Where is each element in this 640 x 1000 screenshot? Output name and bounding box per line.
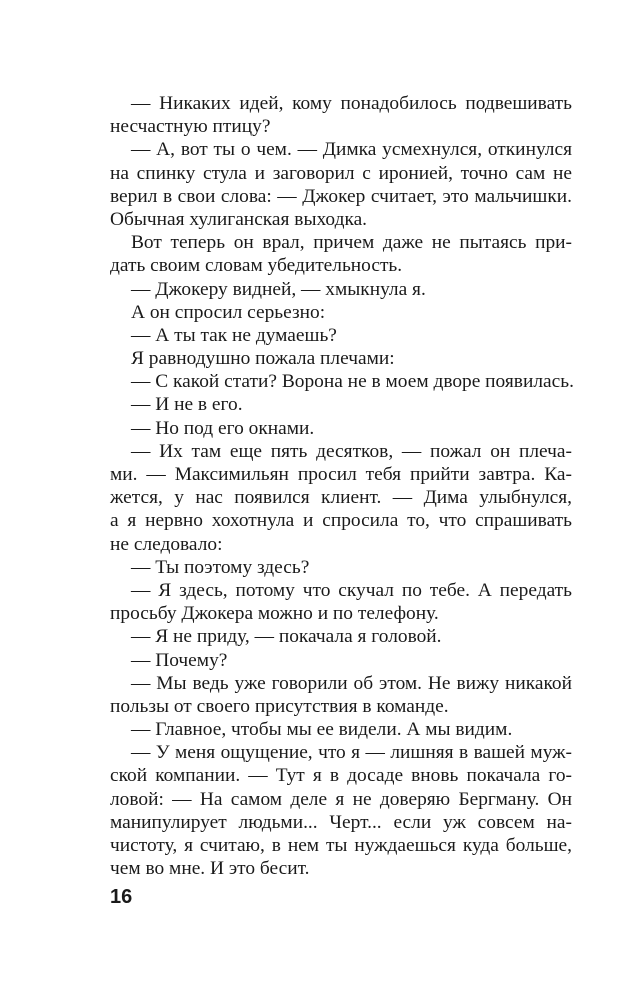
text-line: ловой: — На самом деле я не доверяю Бергману. Он <box>110 788 572 810</box>
text-line: — А, вот ты о чем. — Димка усмехнулся, откинулся <box>131 139 572 161</box>
text-line: не следовало: <box>110 533 223 555</box>
text-line: — С какой стати? Ворона не в моем дворе появилась. <box>131 371 574 393</box>
text-line: — Никаких идей, кому понадобилось подвешивать <box>131 93 572 114</box>
text-line: на спинку стула и заговорил с иронией, точно сам не <box>110 162 572 184</box>
text-line: — У меня ощущение, что я — лишняя в вашей муж- <box>131 742 572 764</box>
text-line: дать своим словам убедительность. <box>110 255 403 277</box>
text-line: — Главное, чтобы мы ее видели. А мы видим. <box>131 719 513 741</box>
text-line: А он спросил серьезно: <box>131 301 326 323</box>
text-line: — Я не приду, — покачала я головой. <box>131 626 442 648</box>
text-line: пользы от своего присутствия в команде. <box>110 695 449 717</box>
text-line: чистоту, я считаю, в нем ты нуждаешься куда больше, <box>110 835 572 856</box>
text-line: несчастную птицу? <box>110 116 271 138</box>
text-line: — Их там еще пять десятков, — пожал он плеча- <box>131 440 572 462</box>
text-line: — Почему? <box>131 649 228 671</box>
text-line: — Ты поэтому здесь? <box>131 556 310 578</box>
text-line: Вот теперь он врал, причем даже не пытаясь при- <box>131 232 572 254</box>
text-line: чем во мне. И это бесит. <box>110 858 310 880</box>
text-line: — Но под его окнами. <box>131 417 315 439</box>
body-text <box>110 92 572 880</box>
text-line: — Я здесь, потому что скучал по тебе. А передать <box>131 579 572 601</box>
text-line: Я равнодушно пожала плечами: <box>131 348 395 370</box>
page-number: 16 <box>110 886 133 908</box>
text-line: а я нервно хохотнула и спросила то, что спрашивать <box>110 510 572 532</box>
text-line: верил в свои слова: — Джокер считает, это мальчишки. <box>110 185 572 207</box>
text-line: — Мы ведь уже говорили об этом. Не вижу никакой <box>131 672 572 694</box>
text-line: ской компании. — Тут я в досаде вновь покачала го- <box>110 765 572 787</box>
text-line: просьбу Джокера можно и по телефону. <box>110 603 439 625</box>
text-line: манипулирует людьми... Черт... если уж совсем на- <box>110 811 572 833</box>
text-line: — И не в его. <box>131 394 243 416</box>
text-line: Обычная хулиганская выходка. <box>110 208 368 230</box>
text-line: ми. — Максимильян просил тебя прийти завтра. Ка- <box>110 464 572 485</box>
text-line: — Джокеру видней, — хмыкнула я. <box>131 278 426 300</box>
text-line: — А ты так не думаешь? <box>131 324 337 346</box>
text-line: жется, у нас появился клиент. — Дима улыбнулся, <box>110 487 572 509</box>
